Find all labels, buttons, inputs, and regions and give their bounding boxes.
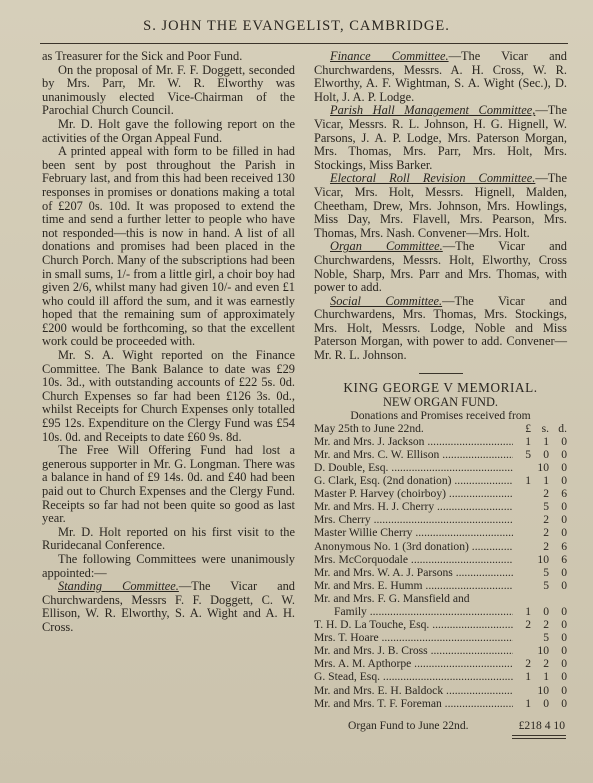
donation-amount-s: 5 bbox=[543, 631, 549, 645]
donation-amount-l: 1 bbox=[525, 604, 531, 618]
donation-amount-d: 0 bbox=[561, 565, 567, 579]
donation-amount-s: 10 bbox=[537, 460, 549, 474]
donation-amount-s: 0 bbox=[543, 604, 549, 618]
committee-entry bbox=[314, 50, 567, 104]
donation-row bbox=[314, 474, 567, 487]
committee-members: —The Vicar and Churchwardens, Messrs. A. H. Cross, W. R. Elworthy, A. F. Wightman, S. A. Wight (Sec.), D. Holt, J. A. P. Lodge. bbox=[314, 49, 567, 104]
total-label: Organ Fund to June 22nd. bbox=[348, 718, 469, 732]
donation-row bbox=[314, 540, 567, 553]
donation-amount-d: 6 bbox=[561, 552, 567, 566]
committee-members: —The Vicar and Churchwardens, Messrs F. F. Doggett, C. W. Ellison, W. R. Elworthy, S. A. Wight and A. H. Cross. bbox=[42, 579, 295, 634]
memorial-title: KING GEORGE V MEMORIAL. bbox=[343, 379, 538, 395]
page-header: S. JOHN THE EVANGELIST, CAMBRIDGE. bbox=[143, 18, 450, 34]
donation-amount-s: 5 bbox=[543, 565, 549, 579]
paragraph-8: The following Committees were unanimously appointed:— bbox=[42, 551, 295, 580]
donation-amount-s: 1 bbox=[543, 474, 549, 488]
donor-name: Mrs. T. Hoare ..... bbox=[314, 631, 513, 644]
donation-amount-d: 0 bbox=[561, 618, 567, 632]
donation-amount-s: 2 bbox=[543, 657, 549, 671]
donation-amount-d: 0 bbox=[561, 670, 567, 684]
donation-amount-d: 0 bbox=[561, 500, 567, 514]
donor-name: Mrs. A. M. Apthorpe ..... bbox=[314, 657, 513, 670]
committee-name: Organ Committee. bbox=[330, 239, 443, 254]
committee-members: —The Vicar and Churchwardens, Messrs. Holt, Elworthy, Cross Noble, Sharp, Mrs. Parr and Mrs. Thomas, with power to add. bbox=[314, 239, 567, 295]
donation-amount-d: 0 bbox=[561, 578, 567, 592]
donor-name: D. Double, Esq. ..... bbox=[314, 461, 513, 474]
donation-row bbox=[314, 526, 567, 539]
committee-name: Social Committee. bbox=[330, 293, 443, 308]
donation-row bbox=[314, 487, 567, 500]
donation-amount-s: 0 bbox=[543, 447, 549, 461]
donor-name: Mr. and Mrs. J. Jackson ..... bbox=[314, 435, 513, 448]
donation-amount-d: 0 bbox=[561, 657, 567, 671]
donation-row bbox=[314, 461, 567, 474]
shillings-header: s. bbox=[541, 421, 549, 435]
donation-amount-d: 0 bbox=[561, 631, 567, 645]
donor-name: Mr. and Mrs. H. J. Cherry ..... bbox=[314, 500, 513, 513]
donation-amount-d: 6 bbox=[561, 539, 567, 553]
memorial-subtitle: NEW ORGAN FUND. bbox=[382, 394, 499, 409]
donation-row bbox=[314, 697, 567, 710]
donor-name: G. Stead, Esq. ..... bbox=[314, 670, 513, 683]
donation-row bbox=[314, 500, 567, 513]
donation-amount-d: 0 bbox=[561, 447, 567, 461]
donation-header-row bbox=[314, 422, 567, 435]
committee-list bbox=[314, 50, 567, 363]
committee-entry bbox=[314, 295, 567, 363]
donation-amount-s: 2 bbox=[543, 618, 549, 632]
donation-amount-d: 6 bbox=[561, 487, 567, 501]
donation-amount-l: 1 bbox=[525, 434, 531, 448]
total-rule-double bbox=[512, 738, 566, 739]
donor-name: G. Clark, Esq. (2nd donation) ..... bbox=[314, 474, 513, 487]
paragraph-5: Mr. S. A. Wight reported on the Finance Committee. The Bank Balance to date was £29 10s. 3d., with outstanding accounts of £22 5s. 0d. Church Expenses so far had been £126 3s. 0d., whilst Receipts for Church Expenses only totalled £95 12s. Expenditure on the Clergy Fund was £54 10s. 0d. and Receipts to date £60 9s. 8d. bbox=[42, 348, 295, 444]
donor-name: Mr. and Mrs. E. H. Baldock ..... bbox=[314, 684, 513, 697]
memorial-intro: Donations and Promises received from bbox=[350, 408, 531, 422]
donation-amount-s: 2 bbox=[543, 526, 549, 540]
donation-row bbox=[314, 435, 567, 448]
donation-amount-d: 0 bbox=[561, 513, 567, 527]
donation-row bbox=[314, 579, 567, 592]
donor-name: Mrs. Cherry ..... bbox=[314, 513, 513, 526]
paragraph-6: The Free Will Offering Fund had lost a generous supporter in Mr. G. Longman. There was a balance in hand of £9 14s. 0d. and £40 had been paid out to Church Expenses and the Clergy Fund. Receipts so far had not been quite so good as last year. bbox=[42, 443, 295, 526]
donation-amount-l: 1 bbox=[525, 474, 531, 488]
donor-name: T. H. D. La Touche, Esq. ..... bbox=[314, 618, 513, 631]
donation-amount-s: 5 bbox=[543, 500, 549, 514]
donation-period: May 25th to June 22nd. bbox=[314, 421, 424, 435]
paragraph-7: Mr. D. Holt reported on his first visit to the Ruridecanal Conference. bbox=[42, 524, 295, 553]
donation-amount-s: 10 bbox=[537, 552, 549, 566]
donor-name: Mr. and Mrs. W. A. J. Parsons ..... bbox=[314, 566, 513, 579]
donor-name: Mrs. McCorquodale ..... bbox=[314, 553, 513, 566]
paragraph-1: as Treasurer for the Sick and Poor Fund. bbox=[42, 49, 243, 63]
donation-amount-d: 0 bbox=[561, 604, 567, 618]
donation-amount-s: 10 bbox=[537, 683, 549, 697]
total-amount: £218 4 10 bbox=[518, 718, 565, 732]
donation-amount-d: 0 bbox=[561, 644, 567, 658]
donor-name: Master Willie Cherry ..... bbox=[314, 526, 513, 539]
committee-name: Parish Hall Management Committee, bbox=[330, 103, 536, 118]
committee-name: Standing Committee. bbox=[58, 579, 179, 594]
paragraph-3: Mr. D. Holt gave the following report on the activities of the Organ Appeal Fund. bbox=[42, 116, 295, 145]
committee-entry bbox=[314, 240, 567, 294]
donor-name: Mr. and Mrs. C. W. Ellison ..... bbox=[314, 448, 513, 461]
donor-name: Mr. and Mrs. E. Humm ..... bbox=[314, 579, 513, 592]
donor-name: Mr. and Mrs. T. F. Foreman ..... bbox=[314, 697, 513, 710]
donation-amount-s: 1 bbox=[543, 434, 549, 448]
right-column bbox=[314, 50, 567, 739]
donation-amount-d: 0 bbox=[561, 474, 567, 488]
committee-entry bbox=[314, 104, 567, 172]
donation-amount-d: 0 bbox=[561, 526, 567, 540]
donation-amount-s: 5 bbox=[543, 578, 549, 592]
donation-row bbox=[314, 513, 567, 526]
total-row bbox=[314, 719, 567, 733]
donation-amount-d: 0 bbox=[561, 434, 567, 448]
donation-row bbox=[314, 566, 567, 579]
donor-name: Master P. Harvey (choirboy) ..... bbox=[314, 487, 513, 500]
donation-row bbox=[314, 684, 567, 697]
donation-amount-l: 1 bbox=[525, 670, 531, 684]
donation-row bbox=[314, 592, 567, 605]
committee-name: Finance Committee. bbox=[330, 49, 449, 63]
pounds-header: £ bbox=[525, 421, 531, 435]
donation-amount-s: 2 bbox=[543, 487, 549, 501]
paragraph-4: A printed appeal with form to be filled in had been sent by post throughout the Parish in February last, and from this had been received 130 responses in promises or donations making a total of £207 0s. 10d. It was proposed to extend the time and send a further letter to people who have not responded—this is now in hand. A list of all donations and promises had been placed in the Church Porch. Many of the subscriptions had been in small sums, 1/- from a little girl, a choir boy had given 2/6, whilst many had given 10/- and even £1 who could ill afford the sum, and it was earnestly hoped that the remaining sum of approximately £200 would be forthcoming, so that the excellent work could be proceeded with. bbox=[42, 144, 295, 349]
donation-amount-s: 2 bbox=[543, 513, 549, 527]
donation-amount-s: 2 bbox=[543, 539, 549, 553]
donor-name: Mr. and Mrs. J. B. Cross ..... bbox=[314, 644, 513, 657]
donor-name: Anonymous No. 1 (3rd donation) ..... bbox=[314, 540, 513, 553]
paragraph-2: On the proposal of Mr. F. F. Doggett, seconded by Mrs. Parr, Mr. W. R. Elworthy was unanimously elected Vice-Chairman of the Parochial Church Council. bbox=[42, 62, 295, 118]
donation-list bbox=[314, 435, 567, 710]
committee-entry bbox=[314, 172, 567, 240]
donation-amount-l: 1 bbox=[525, 696, 531, 710]
committee-members: —The Vicar, Mrs. Holt, Messrs. Hignell, Malden, Cheetham, Drew, Mrs. Johnson, Mrs. Howlings, Miss Day, Mrs. Flavell, Mrs. Pearson, Mrs. Thomas, Mrs. Nash. Convener—Mrs. Holt. bbox=[314, 171, 567, 240]
standing-committee bbox=[42, 580, 295, 634]
donation-amount-d: 0 bbox=[561, 683, 567, 697]
committee-name: Electoral Roll Revision Committee. bbox=[330, 171, 536, 186]
donation-amount-l: 5 bbox=[525, 447, 531, 461]
header-rule bbox=[40, 43, 568, 44]
committee-members: —The Vicar, Messrs. R. L. Johnson, H. G. Hignell, W. Parsons, J. A. P. Lodge, Mrs. Paterson Morgan, Mrs. Thomas, Mrs. Parr, Mrs. Holt, Mrs. Stockings, Miss Barker. bbox=[314, 103, 567, 172]
committee-members: —The Vicar and Churchwardens, Mrs. Thomas, Mrs. Stockings, Mrs. Holt, Messrs. Lodge, Noble and Miss Paterson Morgan, with power to add. Convener—Mr. R. L. Johnson. bbox=[314, 293, 567, 363]
donation-row bbox=[314, 553, 567, 566]
donation-amount-s: 1 bbox=[543, 670, 549, 684]
donation-amount-l: 2 bbox=[525, 657, 531, 671]
donation-row bbox=[314, 631, 567, 644]
donation-row bbox=[314, 670, 567, 683]
donation-row bbox=[314, 644, 567, 657]
pence-header: d. bbox=[558, 421, 567, 435]
section-divider bbox=[419, 373, 463, 374]
donation-amount-s: 10 bbox=[537, 644, 549, 658]
donor-name: Family ..... bbox=[314, 605, 513, 618]
donation-amount-l: 2 bbox=[525, 618, 531, 632]
donation-amount-d: 0 bbox=[561, 460, 567, 474]
left-column bbox=[42, 50, 295, 635]
total-rule bbox=[512, 735, 566, 736]
donation-row bbox=[314, 448, 567, 461]
donor-name: Mr. and Mrs. F. G. Mansfield and bbox=[314, 591, 470, 605]
donation-row bbox=[314, 618, 567, 631]
donation-row bbox=[314, 657, 567, 670]
donation-row bbox=[314, 605, 567, 618]
donation-amount-d: 0 bbox=[561, 696, 567, 710]
donation-amount-s: 0 bbox=[543, 696, 549, 710]
